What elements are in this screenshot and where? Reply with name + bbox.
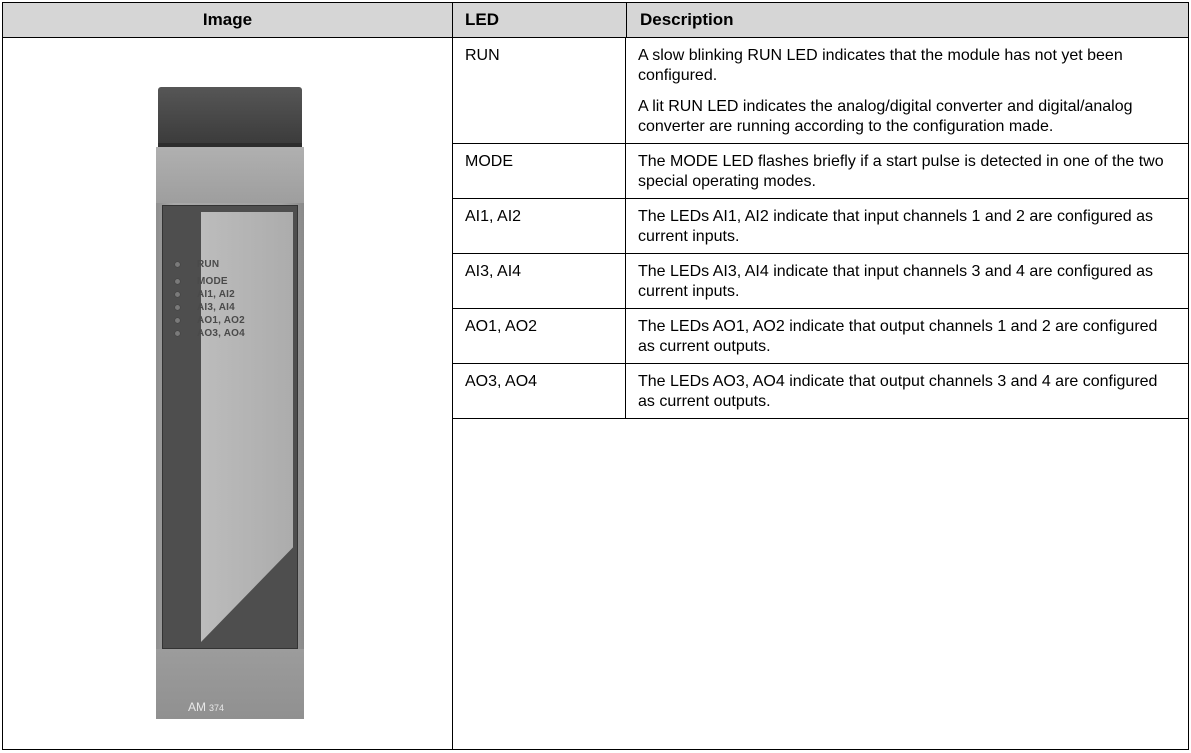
led-name-cell: RUN (453, 38, 626, 143)
module-led-label: MODE (197, 275, 228, 287)
description-text: The LEDs AO3, AO4 indicate that output channels 3 and 4 are configured as current outputs. (638, 373, 1158, 410)
description-text: The MODE LED flashes briefly if a start pulse is detected in one of the two special operating modes. (638, 153, 1164, 190)
header-description: Description (626, 3, 1188, 37)
table-row (453, 199, 1188, 254)
module-foot (156, 649, 304, 719)
led-indicator-icon (175, 279, 180, 284)
description-text: The LEDs AI3, AI4 indicate that input channels 3 and 4 are configured as current inputs. (638, 263, 1154, 300)
module-led-ai34 (175, 301, 235, 313)
description-text: The LEDs AI1, AI2 indicate that input channels 1 and 2 are configured as current inputs. (638, 208, 1154, 245)
module-image (156, 87, 304, 719)
led-name-cell: MODE (453, 144, 626, 198)
table-row (453, 309, 1188, 364)
module-led-label: AO3, AO4 (197, 327, 245, 339)
module-model-label (188, 700, 224, 714)
module-top-band (156, 147, 304, 203)
table-row (453, 144, 1188, 199)
description-text: A lit RUN LED indicates the analog/digital converter and digital/analog converter are running according to the configuration made. (638, 98, 1133, 135)
led-name-cell: AI3, AI4 (453, 254, 626, 308)
led-table (2, 2, 1189, 750)
header-image: Image (3, 3, 452, 37)
led-name-cell: AO3, AO4 (453, 364, 626, 418)
module-front-panel (162, 205, 298, 649)
led-name-cell: AI1, AI2 (453, 199, 626, 253)
led-indicator-icon (175, 292, 180, 297)
module-led-ai12 (175, 288, 235, 300)
description-cell (626, 309, 1188, 363)
table-row (453, 364, 1188, 419)
module-led-run (175, 258, 219, 270)
table-row (453, 254, 1188, 309)
module-body (156, 147, 304, 719)
led-name-cell: AO1, AO2 (453, 309, 626, 363)
module-led-ao12 (175, 314, 245, 326)
module-top-cap (158, 87, 302, 147)
description-text: The LEDs AO1, AO2 indicate that output channels 1 and 2 are configured as current outputs. (638, 318, 1158, 355)
module-led-mode (175, 275, 228, 287)
table-row (453, 38, 1188, 144)
module-led-ao34 (175, 327, 245, 339)
module-led-label: AI1, AI2 (197, 288, 235, 300)
led-indicator-icon (175, 262, 180, 267)
description-cell (626, 199, 1188, 253)
led-indicator-icon (175, 318, 180, 323)
description-cell (626, 38, 1188, 143)
module-led-label: AI3, AI4 (197, 301, 235, 313)
module-model-number: 374 (209, 703, 225, 713)
description-cell (626, 254, 1188, 308)
module-model-prefix: AM (188, 700, 206, 714)
table-body (453, 38, 1188, 419)
led-indicator-icon (175, 305, 180, 310)
led-indicator-icon (175, 331, 180, 336)
header-led: LED (452, 3, 626, 37)
description-cell (626, 364, 1188, 418)
description-cell (626, 144, 1188, 198)
module-led-label: RUN (197, 258, 220, 270)
description-text: A slow blinking RUN LED indicates that the module has not yet been configured. (638, 47, 1123, 84)
module-led-label: AO1, AO2 (197, 314, 245, 326)
